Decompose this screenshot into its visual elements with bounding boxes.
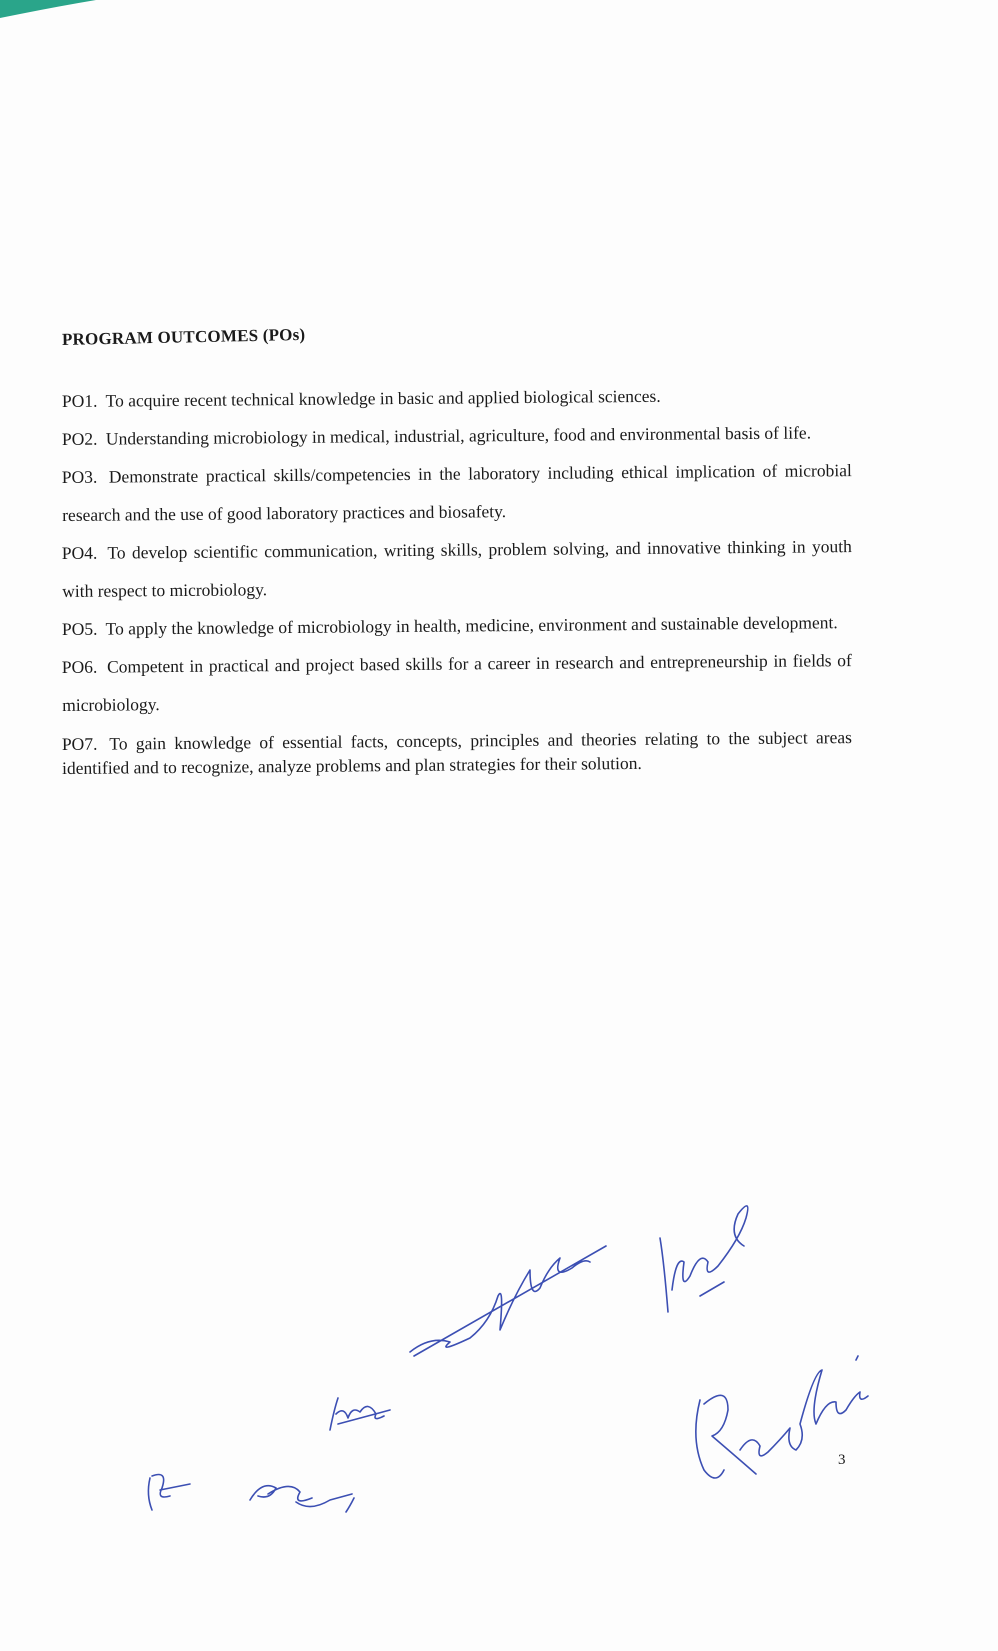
outcome-code: PO6. (61, 656, 98, 678)
outcome-code: PO7. (61, 733, 98, 755)
outcome-code: PO3. (61, 466, 98, 488)
signature-4 (410, 1246, 606, 1356)
signature-3 (330, 1398, 390, 1430)
page-number: 3 (838, 1452, 846, 1468)
outcome-text: Competent in practical and project based skills for a career in research and entrepreneurship in fields of microbiology. (62, 650, 852, 715)
outcome-code: PO4. (61, 542, 98, 564)
outcome-code: PO2. (61, 428, 98, 449)
outcome-text: To acquire recent technical knowledge in basic and applied biological sciences. (105, 385, 661, 411)
outcome-code: PO5. (61, 618, 98, 639)
outcome-text: Understanding microbiology in medical, industrial, agriculture, food and environmental basis of life. (105, 422, 812, 449)
signature-2 (250, 1486, 354, 1512)
outcome-text: To apply the knowledge of microbiology in health, medicine, environment and sustainable development. (105, 612, 838, 639)
outcome-text: To gain knowledge of essential facts, concepts, principles and theories relating to the subject areas identified and to recognize, analyze problems and plan strategies for their solution. (62, 727, 852, 778)
outcome-code: PO1. (61, 390, 98, 411)
section-heading: PROGRAM OUTCOMES (POs) (61, 324, 306, 349)
outcome-text: To develop scientific communication, writing skills, problem solving, and innovative thinking in youth with respect to microbiology. (62, 536, 852, 601)
signature-5 (660, 1206, 748, 1312)
signature-1 (148, 1475, 190, 1511)
outcome-text: Demonstrate practical skills/competencies in the laboratory including ethical implication of microbial research and the use of good laboratory practices and biosafety. (62, 460, 852, 525)
